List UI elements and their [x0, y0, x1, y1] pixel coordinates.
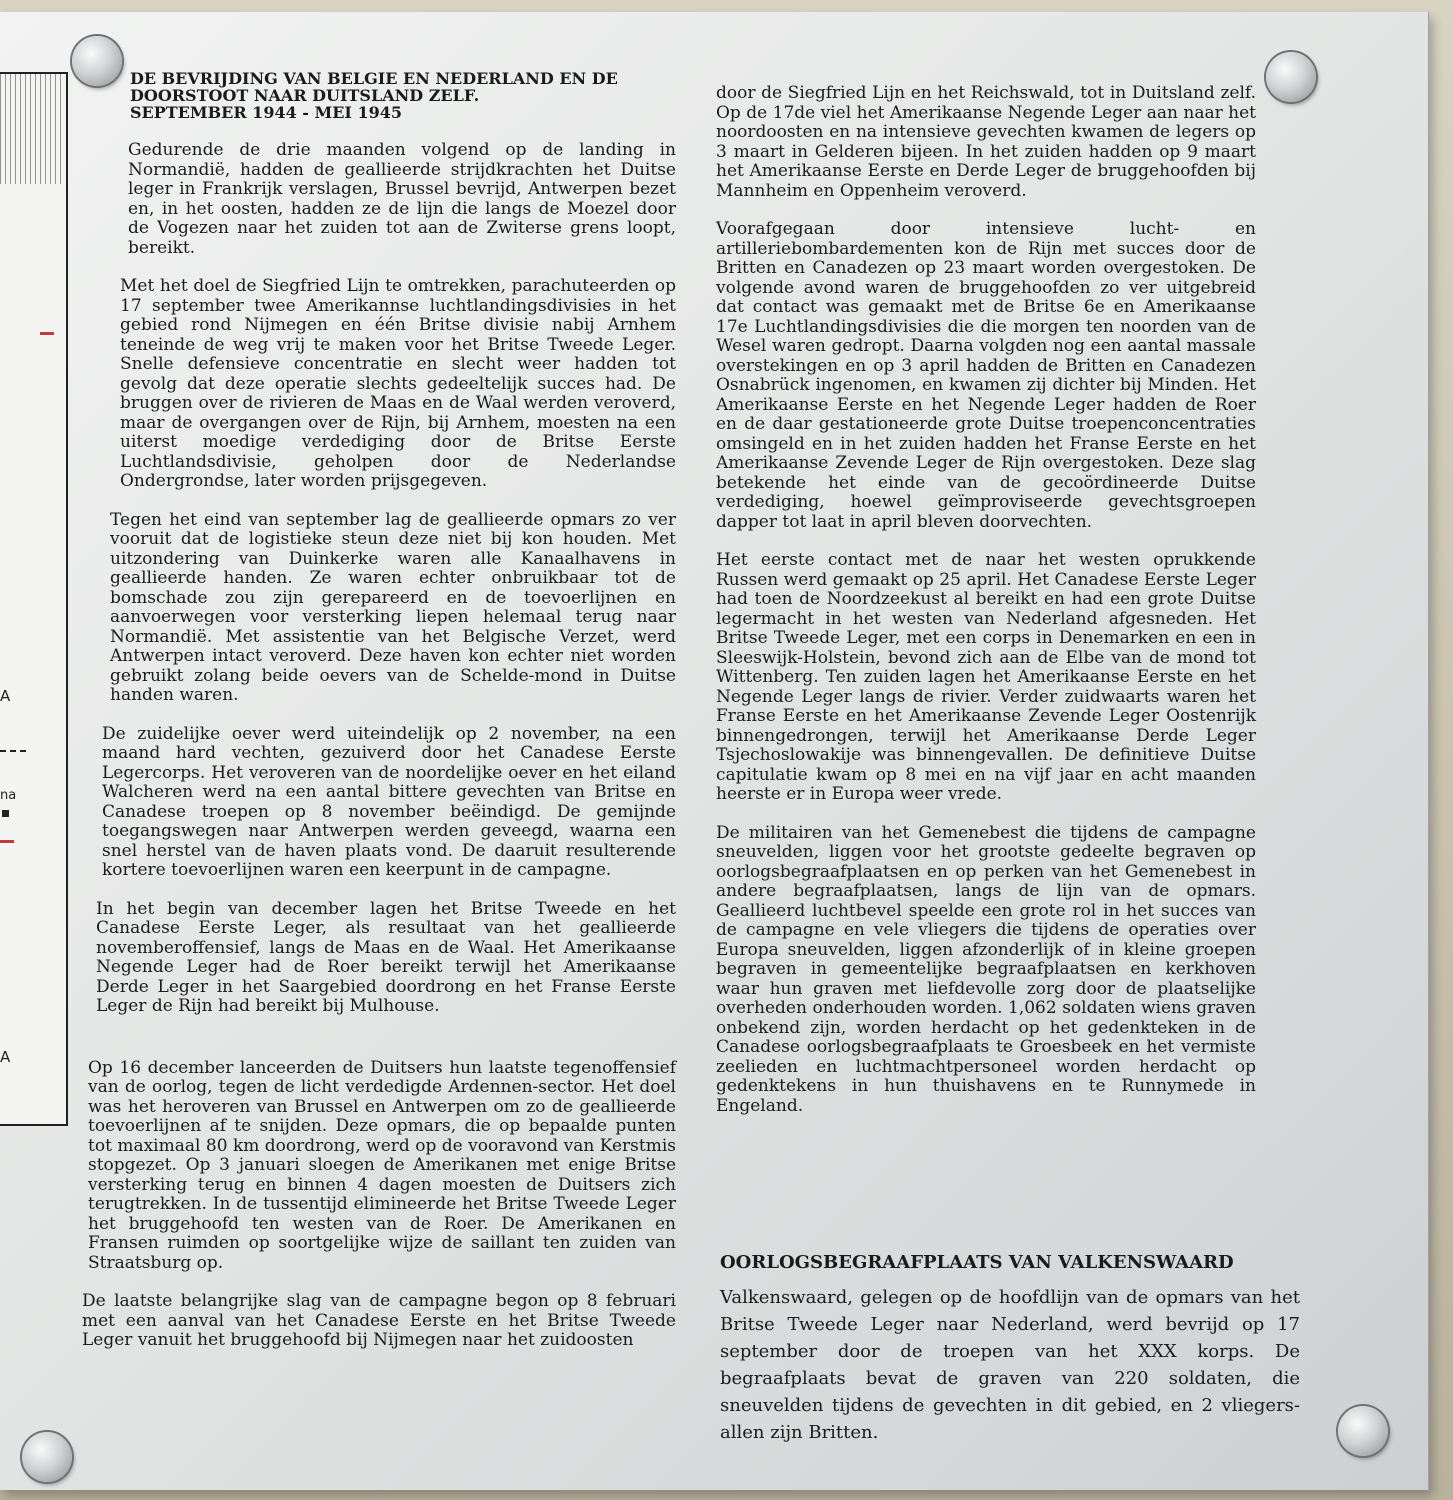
title-line: DE BEVRIJDING VAN BELGIE EN NEDERLAND EN DE [130, 69, 618, 88]
map-label-a: A [0, 687, 11, 705]
map-dashed-line [0, 750, 26, 752]
paragraph: De laatste belangrijke slag van de campagne begon op 8 februari met een aanval van het Canadese Eerste en het Britse Tweede Leger vanuit het bruggehoofd bij Nijmegen naar het zuidoosten [82, 1291, 676, 1350]
paragraph: Gedurende de drie maanden volgend op de landing in Normandië, hadden de geallieerde strijdkrachten het Duitse leger in Frankrijk verslagen, Brussel bevrijd, Antwerpen bezet en, in het oosten, hadden ze de lijn die langs de Moezel door de Vogezen naar het zuiden tot aan de Zwiterse grens loopt, bereikt. [128, 140, 676, 258]
paragraph: door de Siegfried Lijn en het Reichswald, tot in Duitsland zelf. Op de 17de viel het Amerikaanse Negende Leger aan naar het noordoosten en na intensieve gevechten kwamen de legers op 3 maart in Gelderen bijeen. In het zuiden hadden op 9 maart het Amerikaanse Eerste en Derde Leger de bruggehoofden bij Mannheim en Oppenheim veroverd. [716, 83, 1256, 201]
map-point-marker [2, 810, 9, 817]
memorial-plaque [0, 12, 1429, 1490]
map-hatched-area [0, 74, 64, 184]
mounting-bolt [22, 1432, 72, 1482]
mounting-bolt [1266, 52, 1316, 102]
cemetery-heading: OORLOGSBEGRAAFPLAATS VAN VALKENSWAARD [720, 1252, 1234, 1273]
cemetery-paragraph: Valkenswaard, gelegen op de hoofdlijn van de opmars van het Britse Tweede Leger naar Nederland, werd bevrijd op 17 september door de troepen van het XXX korps. De begraafplaats bevat de graven van 220 soldaten, die sneuvelden tijdens de gevechten in dit gebied, en 2 vliegers-allen zijn Britten. [720, 1287, 1300, 1443]
paragraph: De zuidelijke oever werd uiteindelijk op 2 november, na een maand hard vechten, gezuiverd door het Canadese Eerste Legercorps. Het veroveren van de noordelijke oever en het eiland Walcheren werd na een aantal bittere gevechten van Britse en Canadese troepen op 8 november beëindigd. De gemijnde toegangswegen naar Antwerpen werden geveegd, waarna een snel herstel van de haven plaats vond. De daaruit resulterende kortere toevoerlijnen waren een keerpunt in de campagne. [102, 723, 676, 880]
map-route-mark [0, 840, 14, 843]
paragraph: Het eerste contact met de naar het westen oprukkende Russen werd gemaakt op 25 april. Het Canadese Eerste Leger had toen de Noordzeekust al bereikt en had een grote Duitse legermacht in het westen van Nederland afgesneden. Het Britse Tweede Leger, met een corps in Denemarken en een in Sleeswijk-Holstein, bevond zich aan de Elbe van de mond tot Wittenberg. Ten zuiden lagen het Amerikaanse Eerste en het Negende Leger langs de rivier. Verder zuidwaarts waren het Franse Eerste en het Amerikaanse Zevende Leger Oostenrijk binnengedrongen, terwijl het Amerikaanse Derde Leger Tsjechoslowakije was binnengevallen. De definitieve Duitse capitulatie kwam op 8 mei en na vijf jaar en acht maanden heerste er in Europa weer vrede. [716, 550, 1256, 804]
map-label-a: A [0, 1048, 11, 1066]
title-line: SEPTEMBER 1944 - MEI 1945 [130, 103, 402, 122]
map-route-mark [40, 332, 54, 335]
map-label-na: na [0, 788, 17, 803]
paragraph: Voorafgegaan door intensieve lucht- en artilleriebombardementen kon de Rijn met succes door de Britten en Canadezen op 23 maart worden overgestoken. De volgende avond waren de bruggehoofden zo ver uitgebreid dat contact was gemaakt met de Britse 6e en Amerikaanse 17e Luchtlandingsdivisies die die morgen ten noorden van de Wesel waren gedropt. Daarna volgden nog een aantal massale overstekingen en op 3 april hadden de Britten en Canadezen Osnabrück ingenomen, en kwamen zij dichter bij Minden. Het Amerikaanse Eerste en het Negende Leger hadden de Roer en de daar gestationeerde grote Duitse troepenconcentraties omsingeld en in het zuiden hadden het Franse Eerste en het Amerikaanse Zevende Leger de Rijn overgestoken. Deze slag betekende het einde van de gecoördineerde Duitse verdediging, hoewel geïmproviseerde gevechtsgroepen dapper tot laat in april bleven doorvechten. [716, 219, 1256, 532]
left-text-column [82, 69, 676, 1370]
paragraph: Met het doel de Siegfried Lijn te omtrekken, parachuteerden op 17 september twee Amerikannse luchtlandingsdivisies in het gebied rond Nijmegen en één Britse divisie nabij Arnhem teneinde de weg vrij te maken voor het Britse Tweede Leger. Snelle defensieve concentratie en slecht weer hadden tot gevolg dat deze operatie slechts gedeeltelijk succes had. De bruggen over de rivieren de Maas en de Waal werden veroverd, maar de overgangen over de Rijn, bij Arnhem, moesten na een uiterst moedige verdediging door de Britse Eerste Luchtlandsdivisie, geholpen door de Nederlandse Ondergrondse, later worden prijsgegeven. [120, 276, 676, 491]
paragraph: De militairen van het Gemenebest die tijdens de campagne sneuvelden, liggen voor het grootste gedeelte begraven op oorlogsbegraafplaatsen en op perken van het Gemenebest in andere begraafplaatsen, langs de lijn van de opmars. Geallieerd luchtbevel speelde een grote rol in het succes van de campagne en vele vliegers die tijdens de operaties over Europa sneuvelden, liggen afzonderlijk of in kleine groepen begraven in gemeentelijke begraafplaatsen en kerkhoven waar hun graven met liefdevolle zorg door de plaatselijke overheden onderhouden worden. 1,062 soldaten wiens graven onbekend zijn, worden herdacht op het gedenkteken in de Canadese oorlogsbegraafplaats te Groesbeek en het vermiste zeelieden en luchtmachtpersoneel worden herdacht op gedenktekens in hun thuishavens en te Runnymede in Engeland. [716, 822, 1256, 1116]
mounting-bolt [1338, 1406, 1388, 1456]
paragraph: In het begin van december lagen het Britse Tweede en het Canadese Eerste Leger, als resultaat van het geallieerde novemberoffensief, langs de Maas en de Waal. Het Amerikaanse Negende Leger had de Roer bereikt terwijl het Amerikaanse Derde Leger in het Saargebied doordrong en het Franse Eerste Leger de Rijn had bereikt bij Mulhouse. [96, 898, 676, 1016]
right-text-column [716, 84, 1256, 1135]
plaque-title [130, 70, 676, 121]
paragraph: Tegen het eind van september lag de geallieerde opmars zo ver vooruit dat de logistieke steun deze niet bij kon houden. Met uitzondering van Duinkerke waren alle Kanaalhavens in geallieerde handen. Ze waren echter onbruikbaar tot de bomschade zou zijn gerepareerd en de toevoerlijnen en aanvoerwegen voor versterking liepen helemaal terug naar Normandië. Met assistentie van het Belgische Verzet, werd Antwerpen intact veroverd. Deze haven kon echter niet worden gebruikt zolang beide oevers van de Schelde-mond in Duitse handen waren. [110, 509, 676, 705]
title-line: DOORSTOOT NAAR DUITSLAND ZELF. [130, 86, 480, 105]
paragraph: Op 16 december lanceerden de Duitsers hun laatste tegenoffensief van de oorlog, tegen de licht verdedigde Ardennen-sector. Het doel was het heroveren van Brussel en Antwerpen om zo de geallieerde toevoerlijnen af te snijden. Deze opmars, die op bepaalde punten tot maximaal 80 km doordrong, werd op de vooravond van Kerstmis stopgezet. Op 3 januari sloegen de Amerikanen met enige Britse versterking terug en binnen 4 dagen moesten de Duitsers zich terugtrekken. In de tussentijd elimineerde het Britse Tweede Leger het bruggehoofd ten westen van de Roer. De Amerikanen en Fransen ruimden op soortgelijke wijze de saillant ten zuiden van Straatsburg op. [88, 1057, 676, 1273]
map-fragment [0, 72, 68, 1126]
